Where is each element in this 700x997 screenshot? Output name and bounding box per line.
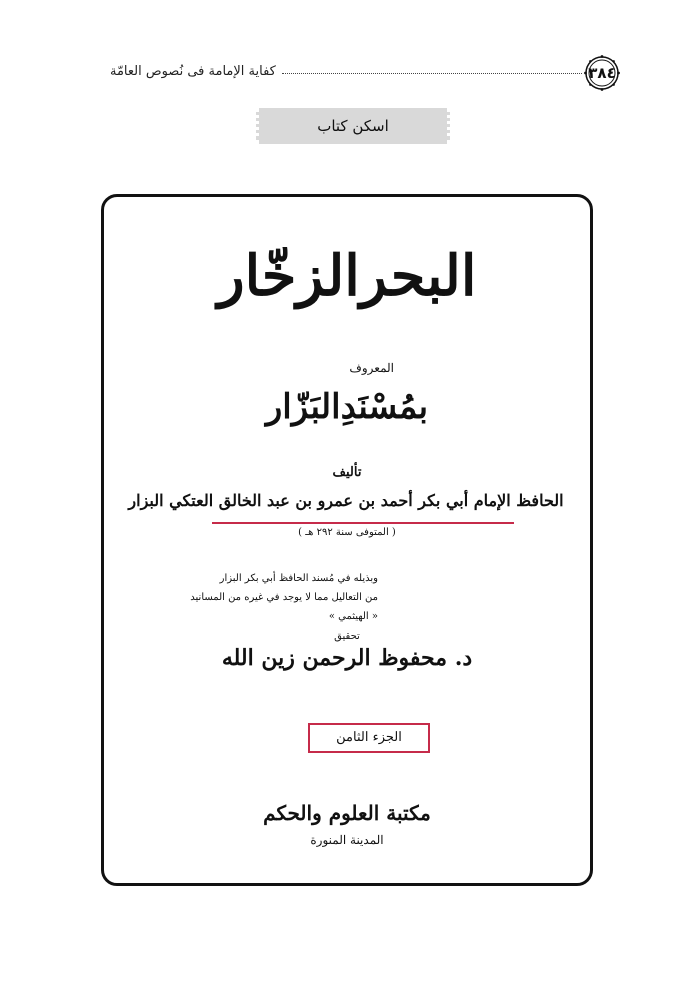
header-dotted-rule xyxy=(282,73,582,74)
volume-label: الجزء الثامن xyxy=(336,730,402,745)
section-label-bar xyxy=(256,108,450,144)
page-number: ٣٨٤ xyxy=(588,64,616,82)
author-name: الحافظ الإمام أبي بكر أحمد بن عمرو بن عبد الخالق العتكي البزار xyxy=(128,491,564,510)
death-year: ( المتوفى سنة ٢٩٢ هـ ) xyxy=(298,527,396,538)
known-as-label: المعروف xyxy=(349,361,394,375)
editor-label: تحقيق xyxy=(334,631,360,642)
editor-name: د. محفوظ الرحمن زين الله xyxy=(221,645,473,671)
cover-title-text: البحرالزخّار xyxy=(217,243,477,309)
book-cover-scan xyxy=(101,194,593,886)
description-line: « الهيثمي » xyxy=(328,611,378,622)
description-line: من التعاليل مما لا يوجد في غيره من المسانيد xyxy=(190,592,378,603)
publisher-city: المدينة المنورة xyxy=(310,833,384,847)
volume-box xyxy=(308,723,430,753)
publisher-name: مكتبة العلوم والحكم xyxy=(263,801,431,825)
running-header xyxy=(100,55,620,91)
cover-title xyxy=(104,243,590,309)
description-line: وبذيله في مُسند الحافظ أبي بكر البزار xyxy=(219,573,378,584)
author-underline xyxy=(212,522,514,524)
description-block xyxy=(184,569,378,626)
cover-subtitle: بمُسْنَدِالبَزّار xyxy=(265,387,429,427)
page-number-badge xyxy=(584,55,620,91)
authored-by-label: تأليف xyxy=(332,465,362,480)
section-label: اسكن كتاب xyxy=(317,117,389,135)
book-title: كفاية الإمامة فى نُصوص العامّة xyxy=(110,64,276,79)
